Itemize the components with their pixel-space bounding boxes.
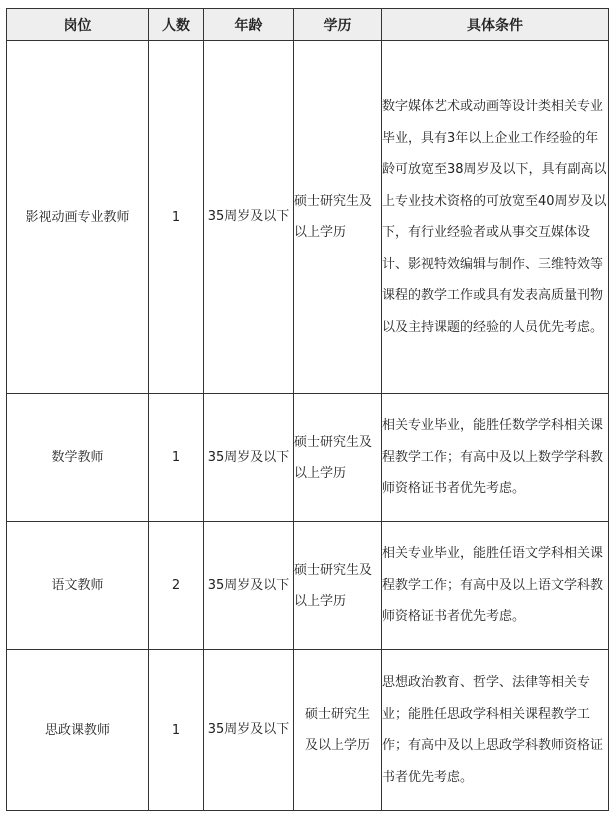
header-education: 学历: [294, 9, 382, 41]
table-row: [7, 650, 609, 811]
header-count: 人数: [149, 9, 204, 41]
cell-post: 影视动画专业教师: [7, 41, 149, 394]
cell-count: 1: [149, 41, 204, 394]
cell-education: 硕士研究生及以上学历: [294, 41, 382, 394]
cell-education: 硕士研究生及以上学历: [294, 394, 382, 522]
cell-age: 35周岁及以下: [204, 650, 294, 811]
header-post: 岗位: [7, 9, 149, 41]
cell-count: 2: [149, 522, 204, 650]
cell-conditions: 数字媒体艺术或动画等设计类相关专业毕业，具有3年以上企业工作经验的年龄可放宽至38周岁及以下，具有副高以上专业技术资格的可放宽至40周岁及以下，有行业经验者或从事交互媒体设计、影视特效编辑与制作、三维特效等课程的教学工作或具有发表高质量刊物以及主持课题的经验的人员优先考虑。: [382, 41, 609, 394]
cell-count: 1: [149, 394, 204, 522]
cell-post: 语文教师: [7, 522, 149, 650]
cell-conditions: 相关专业毕业，能胜任数学学科相关课程教学工作；有高中及以上数学学科教师资格证书者优先考虑。: [382, 394, 609, 522]
table-row: [7, 522, 609, 650]
cell-post: 思政课教师: [7, 650, 149, 811]
table-row: [7, 41, 609, 394]
cell-conditions: 相关专业毕业，能胜任语文学科相关课程教学工作；有高中及以上语文学科教师资格证书者优先考虑。: [382, 522, 609, 650]
header-age: 年龄: [204, 9, 294, 41]
recruitment-table: [6, 8, 609, 811]
cell-age: 35周岁及以下: [204, 41, 294, 394]
cell-education: 硕士研究生及以上学历: [294, 650, 382, 811]
header-conditions: 具体条件: [382, 9, 609, 41]
cell-post: 数学教师: [7, 394, 149, 522]
cell-conditions: 思想政治教育、哲学、法律等相关专业；能胜任思政学科相关课程教学工作；有高中及以上思政学科教师资格证书者优先考虑。: [382, 650, 609, 811]
table-row: [7, 394, 609, 522]
table-header-row: [7, 9, 609, 41]
cell-age: 35周岁及以下: [204, 394, 294, 522]
cell-education: 硕士研究生及以上学历: [294, 522, 382, 650]
cell-count: 1: [149, 650, 204, 811]
cell-age: 35周岁及以下: [204, 522, 294, 650]
